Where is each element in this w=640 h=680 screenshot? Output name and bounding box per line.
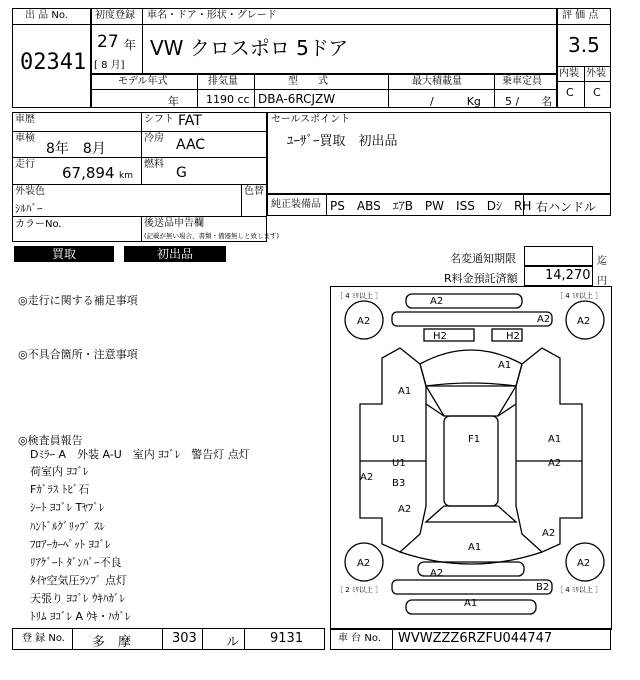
recycle-label: R料金預託済額 bbox=[444, 272, 518, 285]
exterior-grade: C bbox=[593, 86, 601, 99]
inspector-line: ｼｰﾄ ﾖｺﾞﾚ Tﾔﾌﾞﾚ bbox=[30, 501, 105, 514]
rear-bumper-outline bbox=[392, 580, 552, 594]
driving-notes-label: ◎走行に関する補足事項 bbox=[18, 294, 138, 307]
damage-mark: A2 bbox=[398, 504, 412, 515]
tire-depth-mark: ［ 4 ﾐﾘ以上 ］ bbox=[336, 292, 383, 300]
capacity-label: 乗車定員 bbox=[502, 76, 542, 87]
displacement-label: 排気量 bbox=[208, 76, 238, 87]
vin-value: WVWZZZ6RZFU044747 bbox=[398, 631, 553, 646]
inspector-line: Fｶﾞﾗｽ ﾄﾋﾞ石 bbox=[30, 483, 90, 496]
equipment-value: PS ABS ｴｱB PW ISS Dｼ RH bbox=[330, 199, 532, 213]
rear-window-outline bbox=[426, 506, 516, 522]
damage-mark: A1 bbox=[498, 360, 512, 371]
shift-label: シフト bbox=[144, 114, 174, 125]
year-unit: 年 bbox=[124, 38, 137, 52]
pillar-line bbox=[498, 404, 516, 416]
diagram-frame bbox=[331, 287, 612, 630]
first-registration-month: [ 8 月] bbox=[94, 60, 125, 71]
pillar-line bbox=[426, 404, 444, 416]
sales-point-value: ﾕｰｻﾞｰ買取 初出品 bbox=[287, 134, 398, 149]
vehicle-damage-diagram bbox=[330, 286, 612, 630]
roof-outline bbox=[444, 416, 498, 506]
model-type-label: 型 式 bbox=[288, 76, 328, 87]
inspector-line: ﾊﾝﾄﾞﾙｸﾞﾘｯﾌﾟ ｽﾚ bbox=[30, 520, 105, 533]
mileage-value: 67,894 bbox=[62, 164, 115, 182]
model-year-value: 年 bbox=[168, 95, 179, 108]
damage-mark: A2 bbox=[430, 568, 444, 579]
damage-mark: A1 bbox=[548, 434, 562, 445]
registration-label: 登 録 No. bbox=[22, 633, 65, 644]
inspector-line: ﾌﾛｱｰｶｰﾍﾟｯﾄ ﾖｺﾞﾚ bbox=[30, 538, 111, 551]
damage-mark: U1 bbox=[392, 458, 406, 469]
sales-point-label: セールスポイント bbox=[271, 114, 351, 125]
damage-mark: A2 bbox=[577, 316, 591, 327]
color-no-label: カラーNo. bbox=[15, 219, 62, 230]
exterior-label: 外装 bbox=[586, 68, 606, 79]
inspector-line: 荷室内 ﾖｺﾞﾚ bbox=[30, 465, 89, 478]
model-type-value: DBA-6RCJZW bbox=[258, 92, 336, 106]
grade-value: 3.5 bbox=[568, 33, 600, 57]
documents-label: 後送品申告欄 bbox=[144, 218, 204, 229]
damage-mark: A1 bbox=[468, 542, 482, 553]
vehicle-name-label: 車名・ドア・形状・グレード bbox=[147, 10, 277, 21]
registration-number: 9131 bbox=[270, 631, 304, 646]
body-outline-right bbox=[516, 348, 582, 552]
steering-value: 右ハンドル bbox=[536, 200, 597, 214]
damage-mark: A2 bbox=[430, 296, 444, 307]
badge-buyback: 買取 bbox=[14, 246, 114, 262]
fuel-label: 燃料 bbox=[144, 159, 164, 170]
registration-class: 303 bbox=[172, 631, 197, 646]
vin-label: 車 台 No. bbox=[338, 633, 381, 644]
windshield-outline bbox=[426, 386, 516, 416]
interior-grade: C bbox=[566, 86, 574, 99]
damage-mark: B3 bbox=[392, 478, 406, 489]
max-load-value: / Kg bbox=[430, 95, 481, 108]
interior-label: 内装 bbox=[559, 68, 579, 79]
inspector-line: ﾘｱｹﾞｰﾄ ﾀﾞﾝﾊﾟｰ不良 bbox=[30, 556, 122, 569]
model-year-label: モデル年式 bbox=[118, 76, 168, 87]
damage-mark: A2 bbox=[542, 528, 556, 539]
damage-mark: A1 bbox=[464, 598, 478, 609]
badge-first-listing: 初出品 bbox=[124, 246, 226, 262]
damage-mark: A2 bbox=[577, 558, 591, 569]
defects-label: ◎不具合箇所・注意事項 bbox=[18, 348, 138, 361]
damage-mark: H2 bbox=[433, 331, 447, 342]
recycle-unit: 円 bbox=[597, 276, 607, 287]
name-change-unit: 迄 bbox=[597, 256, 607, 267]
registration-kana: ル bbox=[226, 635, 240, 650]
first-registration-year: 27 bbox=[97, 32, 119, 52]
inspection-label: 車検 bbox=[15, 133, 35, 144]
documents-note: (記載が無い場合、書類・備器無しと致します) bbox=[144, 232, 280, 240]
damage-mark: A2 bbox=[357, 316, 371, 327]
max-load-label: 最大積載量 bbox=[412, 76, 462, 87]
lot-number-label: 出 品 No. bbox=[25, 10, 68, 21]
ac-value: AAC bbox=[176, 137, 206, 153]
tire-depth-mark: ［ 4 ﾐﾘ以上 ］ bbox=[556, 586, 603, 594]
exterior-color-value: ｼﾙﾊﾞｰ bbox=[15, 202, 43, 215]
first-registration-label: 初度登録 bbox=[95, 10, 135, 21]
mileage-label: 走行 bbox=[15, 159, 35, 170]
inspector-line: ﾀｲﾔ空気圧ﾗﾝﾌﾟ 点灯 bbox=[30, 574, 127, 587]
history-label: 車歴 bbox=[15, 114, 35, 125]
color-change-label: 色替 bbox=[244, 186, 264, 197]
damage-mark: F1 bbox=[468, 434, 481, 445]
body-outline bbox=[360, 348, 426, 552]
inspector-report-label: ◎検査員報告 bbox=[18, 434, 83, 447]
damage-mark: A2 bbox=[360, 472, 374, 483]
inspector-line: ﾄﾘﾑ ﾖｺﾞﾚ A ｳｷ・ﾊｶﾞﾚ bbox=[30, 610, 131, 623]
inspection-value: 8年 8月 bbox=[46, 141, 106, 157]
damage-mark: A2 bbox=[357, 558, 371, 569]
damage-mark: B2 bbox=[536, 582, 550, 593]
equipment-label: 純正装備品 bbox=[271, 199, 321, 210]
registration-area: 多 摩 bbox=[92, 635, 132, 650]
name-change-field bbox=[524, 246, 593, 266]
grade-label: 評 価 点 bbox=[562, 10, 599, 21]
tire-depth-mark: ［ 4 ﾐﾘ以上 ］ bbox=[556, 292, 603, 300]
name-change-label: 名変通知期限 bbox=[450, 252, 516, 265]
inspector-line: Dﾐﾗｰ A 外装 A-U 室内 ﾖｺﾞﾚ 警告灯 点灯 bbox=[30, 448, 250, 461]
damage-mark: A1 bbox=[398, 386, 412, 397]
vehicle-name: VW クロスポロ 5ドア bbox=[150, 36, 349, 60]
damage-mark: H2 bbox=[506, 331, 520, 342]
damage-mark: A2 bbox=[548, 458, 562, 469]
ac-label: 冷房 bbox=[144, 133, 164, 144]
fuel-value: G bbox=[176, 165, 187, 181]
displacement-value: 1190 cc bbox=[206, 93, 250, 106]
tire-depth-mark: ［ 2 ﾐﾘ以上 ］ bbox=[336, 586, 383, 594]
capacity-value: 5 / 名 bbox=[505, 95, 553, 108]
recycle-value: 14,270 bbox=[545, 268, 591, 283]
shift-value: FAT bbox=[178, 113, 202, 129]
mileage-unit: km bbox=[119, 171, 133, 181]
front-grille-outline bbox=[392, 312, 552, 326]
inspector-line: 天張り ﾖｺﾞﾚ ｳｷﾊｶﾞﾚ bbox=[30, 592, 125, 605]
damage-mark: A2 bbox=[537, 314, 551, 325]
front-bumper-outline bbox=[406, 294, 522, 308]
damage-mark: U1 bbox=[392, 434, 406, 445]
exterior-color-label: 外装色 bbox=[15, 186, 45, 197]
lot-number: 02341 bbox=[20, 50, 87, 75]
headlight-left-outline bbox=[424, 329, 474, 341]
